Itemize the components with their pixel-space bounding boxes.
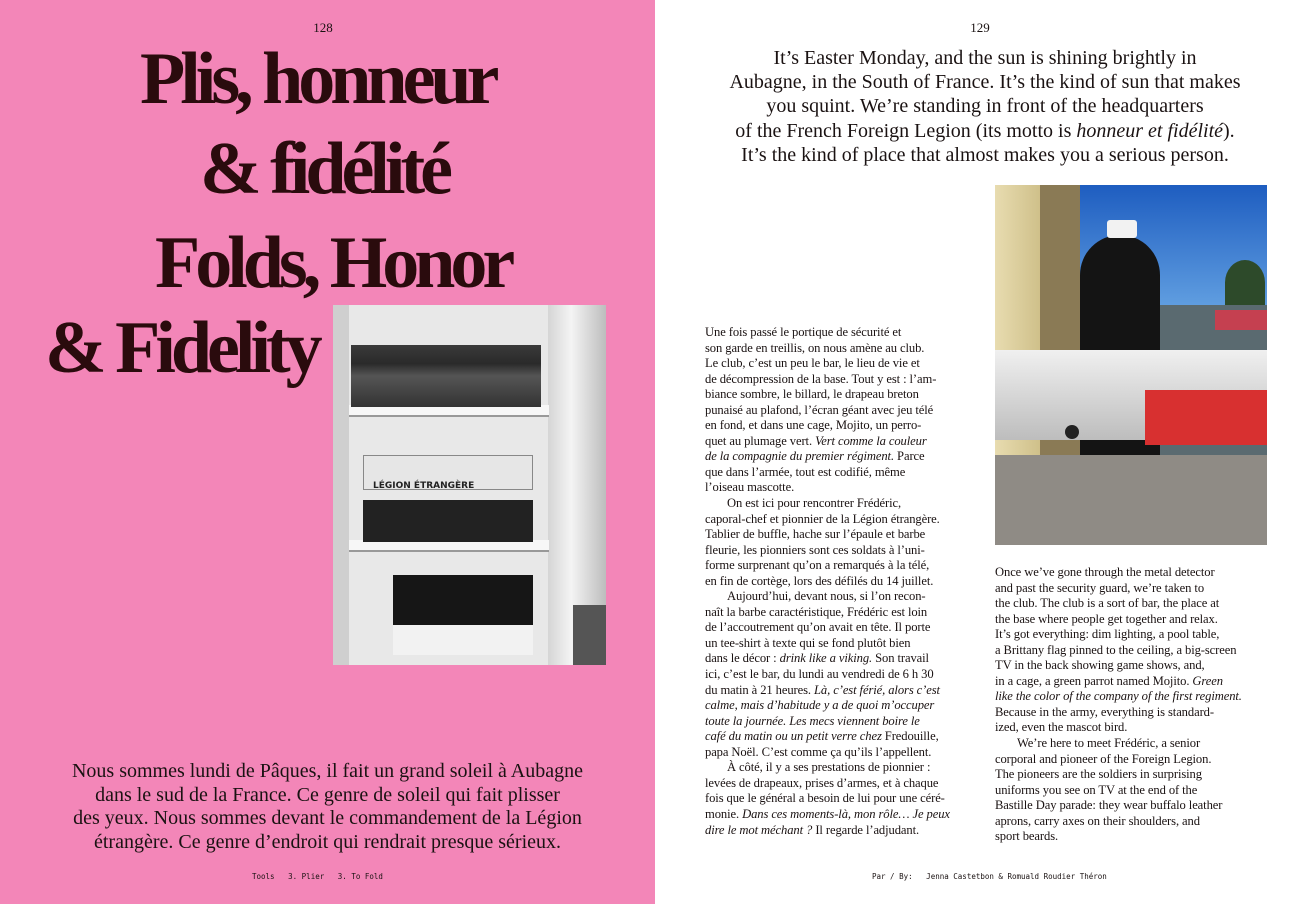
text-line <box>660 119 1310 143</box>
italic-text: café du matin ou un petit verre chez <box>705 729 882 744</box>
text: Une fois passé le portique de sécurité et <box>705 325 902 339</box>
english-intro <box>660 46 1310 167</box>
title-line: Plis, honneur <box>140 38 495 120</box>
text-line <box>995 643 1280 659</box>
text: Tablier de buffle, hache sur l’épaule et barbe <box>705 527 926 542</box>
text: papa Noël. C’est comme ça qu’ils l’appellent. <box>705 744 932 759</box>
text: It’s Easter Monday, and the sun is shining brightly in <box>773 47 1197 69</box>
text-line <box>995 720 1280 736</box>
text: en fond, et dans une cage, Mojito, un perro- <box>705 418 922 433</box>
text: monie. <box>705 806 743 821</box>
text-line <box>995 814 1280 830</box>
page-number: 129 <box>970 20 990 35</box>
text-line <box>705 776 990 792</box>
text-line <box>995 829 1280 845</box>
text: l’oiseau mascotte. <box>705 480 795 495</box>
text: a Brittany flag pinned to the ceiling, a big-screen <box>995 642 1237 657</box>
text: fleurie, les pionniers sont ces soldats à l’uni- <box>705 542 925 557</box>
text-line <box>995 612 1280 628</box>
text: of the French Foreign Legion (its motto is <box>735 119 1077 142</box>
text-line <box>705 807 990 823</box>
italic-text: Là, c’est férié, alors c’est <box>814 682 940 697</box>
text-line <box>705 356 990 372</box>
text-line <box>705 403 990 419</box>
text-line <box>705 496 990 512</box>
text: de décompression de la base. Tout y est : l’am- <box>705 371 937 386</box>
title-line: & Fidelity <box>45 307 318 389</box>
italic-text: drink like a viking. <box>779 651 873 666</box>
text-line <box>995 752 1280 768</box>
text-line <box>660 94 1310 118</box>
text: de l’accoutrement qu’on avait en tête. Il porte <box>705 620 931 635</box>
text-line <box>705 465 990 481</box>
text: son garde en treillis, on nous amène au club. <box>705 340 925 355</box>
text-line <box>995 736 1280 752</box>
text-line <box>995 581 1280 597</box>
text-line <box>660 143 1310 167</box>
text: Son travail <box>872 651 929 666</box>
text: uniforms you see on TV at the end of the <box>995 782 1198 797</box>
text: quet au plumage vert. <box>705 433 816 448</box>
italic-text: Dans ces moments-là, mon rôle… Je peux <box>742 806 950 821</box>
italic-text: de la compagnie du premier régiment. <box>705 449 894 464</box>
text-line <box>995 689 1280 705</box>
text-line <box>705 512 990 528</box>
shirt-print: LÉGION ÉTRANGÈRE <box>373 481 475 491</box>
text-line <box>705 434 990 450</box>
italic-text: Vert comme la couleur <box>815 433 927 448</box>
text-line <box>705 387 990 403</box>
text-line <box>995 783 1280 799</box>
text: en fin de cortège, lors des défilés du 14 juillet. <box>705 573 934 588</box>
text: It’s got everything: dim lighting, a pool table, <box>995 627 1220 642</box>
text: Aubagne, in the South of France. It’s the kind of sun that makes <box>729 71 1241 94</box>
text: Parce <box>894 449 925 464</box>
byline-footer: Par / By: Jenna Castetbon & Romuald Roudier Théron <box>872 872 1107 881</box>
text: punaisé au plafond, l’écran géant avec jeu télé <box>705 402 934 417</box>
text: Once we’ve gone through the metal detector <box>995 565 1215 579</box>
text: naît la barbe caractéristique, Frédéric est loin <box>705 604 928 619</box>
text-line <box>705 823 990 839</box>
text-line <box>705 574 990 590</box>
guard-photo <box>995 185 1267 545</box>
text-line <box>705 636 990 652</box>
italic-text: calme, mais d’habitude y a de quoi m’occuper <box>705 698 935 713</box>
italic-text: honneur et fidélité <box>1076 119 1224 142</box>
text: levées de drapeaux, prises d’armes, et à chaque <box>705 775 939 790</box>
text-line <box>660 70 1310 94</box>
text: corporal and pioneer of the Foreign Legion. <box>995 751 1212 766</box>
text: un tee-shirt à texte qui se fond plutôt bien <box>705 635 911 650</box>
text: fois que le général a besoin de lui pour une céré- <box>705 791 945 806</box>
text: The pioneers are the soldiers in surprising <box>995 767 1202 782</box>
text: dans le décor : <box>705 651 780 666</box>
text-line <box>705 543 990 559</box>
text: Le club, c’est un peu le bar, le lieu de vie et <box>705 356 920 371</box>
text-line <box>995 596 1280 612</box>
text-line <box>995 767 1280 783</box>
text-line <box>705 745 990 761</box>
intro-line: Nous sommes lundi de Pâques, il fait un grand soleil à Aubagne <box>71 760 584 782</box>
text-line <box>705 480 990 496</box>
text: caporal-chef et pionnier de la Légion étrangère. <box>705 511 940 526</box>
title-line: & fidélité <box>200 128 448 210</box>
text: the club. The club is a sort of bar, the place at <box>995 596 1220 611</box>
text: It’s the kind of place that almost makes you a serious person. <box>741 143 1229 166</box>
text-line <box>705 589 990 605</box>
text: Fredouille, <box>881 729 939 744</box>
text: the base where people get together and relax. <box>995 611 1218 626</box>
italic-text: Green <box>1192 673 1223 688</box>
text-line <box>705 527 990 543</box>
text-line <box>995 658 1280 674</box>
text-line <box>705 558 990 574</box>
text: Because in the army, everything is standard- <box>995 704 1214 719</box>
french-intro <box>0 760 655 854</box>
text-line <box>705 729 990 745</box>
text-line <box>660 46 1310 70</box>
page-number: 128 <box>313 20 333 35</box>
text-line <box>705 341 990 357</box>
right-page <box>655 0 1310 904</box>
text-line <box>705 683 990 699</box>
italic-text: toute la journée. Les mecs viennent boire le <box>705 713 920 728</box>
text-line <box>995 798 1280 814</box>
text: We’re here to meet Frédéric, a senior <box>1017 736 1201 751</box>
text-line <box>995 674 1280 690</box>
italic-text: like the color of the company of the first regiment. <box>995 689 1242 704</box>
shelf-photo <box>333 305 606 665</box>
text-line <box>995 627 1280 643</box>
text-line <box>705 325 990 341</box>
intro-line: étrangère. Ce genre d’endroit qui rendrait presque sérieux. <box>93 830 562 853</box>
english-body-column <box>995 565 1280 845</box>
intro-line: dans le sud de la France. Ce genre de soleil qui fait plisser <box>95 783 560 806</box>
text: Il regarde l’adjudant. <box>812 822 920 837</box>
text: ). <box>1223 119 1235 142</box>
text-line <box>995 565 1280 581</box>
text: Bastille Day parade: they wear buffalo leather <box>995 798 1223 813</box>
text: du matin à 21 heures. <box>705 682 815 697</box>
text-line <box>705 698 990 714</box>
text-line <box>705 372 990 388</box>
section-footer: Tools 3. Plier 3. To Fold <box>252 872 383 881</box>
text: ized, even the mascot bird. <box>995 720 1128 735</box>
text: À côté, il y a ses prestations de pionnier : <box>727 760 931 775</box>
italic-text: dire le mot méchant ? <box>705 822 813 837</box>
text: in a cage, a green parrot named Mojito. <box>995 673 1193 688</box>
text: biance sombre, le billard, le drapeau breton <box>705 387 919 402</box>
text-line <box>705 605 990 621</box>
text-line <box>995 705 1280 721</box>
text-line <box>705 791 990 807</box>
text-line <box>705 667 990 683</box>
text: and past the security guard, we’re taken to <box>995 580 1205 595</box>
text-line <box>705 651 990 667</box>
title-line: Folds, Honor <box>155 222 511 304</box>
intro-line: des yeux. Nous sommes devant le commandement de la Légion <box>73 807 582 829</box>
text: you squint. We’re standing in front of the headquarters <box>766 95 1204 118</box>
text: sport beards. <box>995 829 1059 844</box>
text: forme surprenant qu’on a remarqués à la télé, <box>705 558 930 573</box>
text-line <box>705 760 990 776</box>
text-line <box>705 449 990 465</box>
text: ici, c’est le bar, du lundi au vendredi de 6 h 30 <box>705 667 934 682</box>
text: Aujourd’hui, devant nous, si l’on recon- <box>727 589 926 604</box>
text: que dans l’armée, tout est codifié, même <box>705 464 906 479</box>
text-line <box>705 620 990 636</box>
text: aprons, carry axes on their shoulders, and <box>995 813 1200 828</box>
text: TV in the back showing game shows, and, <box>995 658 1205 673</box>
text: On est ici pour rencontrer Frédéric, <box>727 496 902 511</box>
text-line <box>705 418 990 434</box>
french-body-column <box>705 325 990 838</box>
text-line <box>705 714 990 730</box>
